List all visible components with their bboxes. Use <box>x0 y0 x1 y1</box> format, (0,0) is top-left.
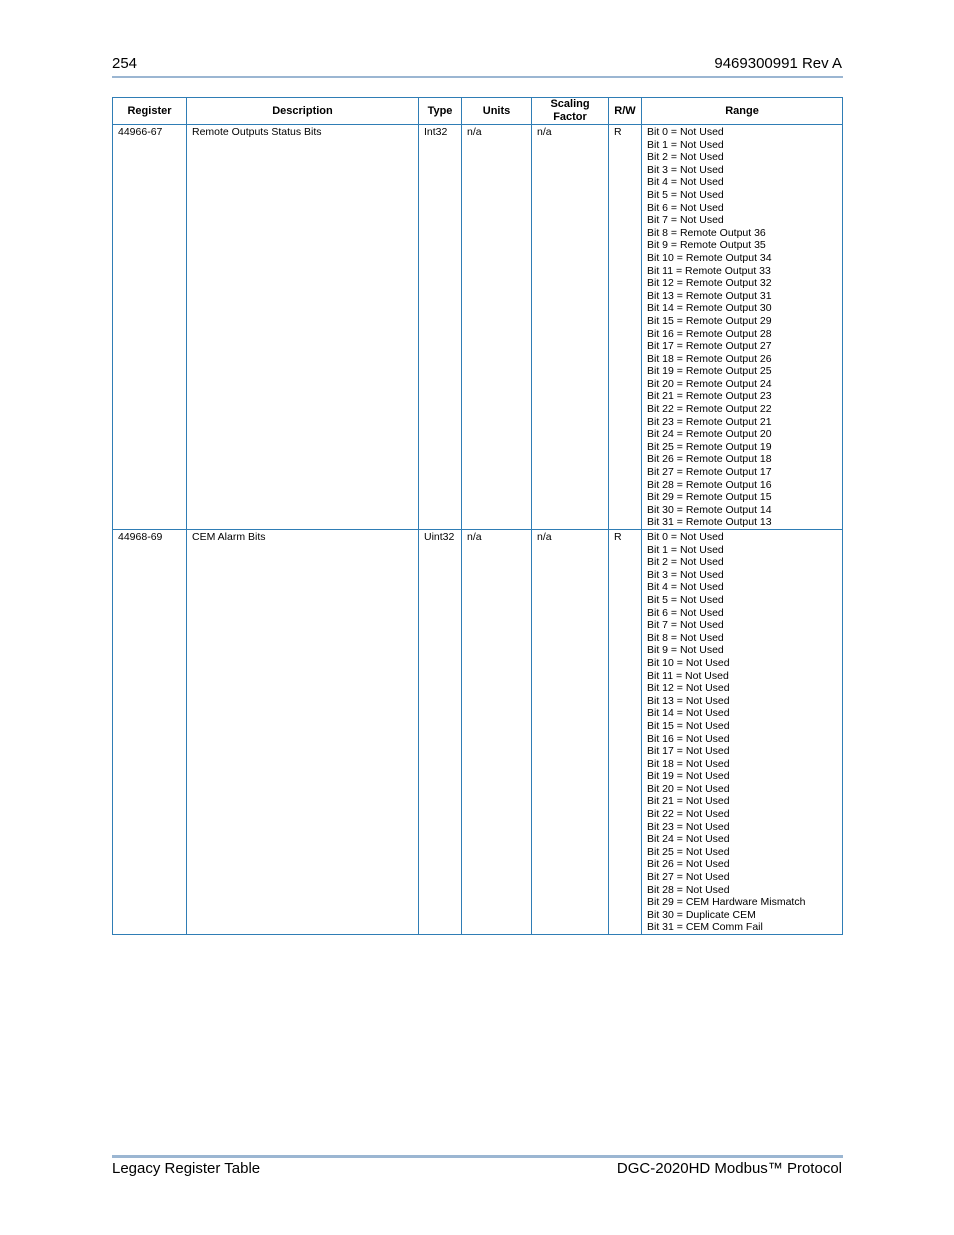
range-line: Bit 23 = Not Used <box>647 820 730 833</box>
range-line: Bit 24 = Remote Output 20 <box>647 428 772 441</box>
range-line: Bit 9 = Remote Output 35 <box>647 239 766 252</box>
range-line: Bit 6 = Not Used <box>647 606 724 619</box>
range-line: Bit 27 = Remote Output 17 <box>647 466 772 479</box>
range-line: Bit 30 = Duplicate CEM <box>647 908 756 921</box>
table-row <box>113 125 843 530</box>
page-number: 254 <box>112 55 138 72</box>
document-number: 9469300991 Rev A <box>714 55 842 72</box>
range-line: Bit 29 = CEM Hardware Mismatch <box>647 896 806 909</box>
table-row <box>113 530 843 935</box>
range-line: Bit 30 = Remote Output 14 <box>647 503 772 516</box>
range-line: Bit 15 = Remote Output 29 <box>647 314 772 327</box>
column-header-range: Range <box>642 98 843 125</box>
range-line: Bit 28 = Not Used <box>647 883 730 896</box>
scaling-cell: n/a <box>532 125 609 530</box>
range-line: Bit 14 = Not Used <box>647 707 730 720</box>
range-line: Bit 3 = Not Used <box>647 568 724 581</box>
column-header-scaling-factor <box>532 98 609 125</box>
range-line: Bit 17 = Remote Output 27 <box>647 340 772 353</box>
rw-cell: R <box>609 530 642 935</box>
scaling-label-line2: Factor <box>553 111 587 123</box>
range-line: Bit 12 = Not Used <box>647 682 730 695</box>
range-line: Bit 7 = Not Used <box>647 214 724 227</box>
column-header-units: Units <box>462 98 532 125</box>
range-line: Bit 16 = Not Used <box>647 732 730 745</box>
range-line: Bit 4 = Not Used <box>647 581 724 594</box>
column-header-rw: R/W <box>609 98 642 125</box>
range-line: Bit 2 = Not Used <box>647 556 724 569</box>
page-footer <box>112 1160 842 1180</box>
range-line: Bit 21 = Remote Output 23 <box>647 390 772 403</box>
description-cell: CEM Alarm Bits <box>187 530 419 935</box>
range-line: Bit 21 = Not Used <box>647 795 730 808</box>
range-line: Bit 5 = Not Used <box>647 188 724 201</box>
description-cell: Remote Outputs Status Bits <box>187 125 419 530</box>
range-line: Bit 3 = Not Used <box>647 163 724 176</box>
register-cell: 44966-67 <box>113 125 187 530</box>
rw-cell: R <box>609 125 642 530</box>
range-line: Bit 31 = Remote Output 13 <box>647 516 772 529</box>
units-cell: n/a <box>462 125 532 530</box>
range-line: Bit 9 = Not Used <box>647 644 724 657</box>
range-line: Bit 29 = Remote Output 15 <box>647 491 772 504</box>
range-line: Bit 23 = Remote Output 21 <box>647 415 772 428</box>
range-line: Bit 13 = Remote Output 31 <box>647 289 772 302</box>
range-line: Bit 0 = Not Used <box>647 126 724 138</box>
range-line: Bit 7 = Not Used <box>647 619 724 632</box>
range-line: Bit 8 = Not Used <box>647 631 724 644</box>
range-line: Bit 22 = Not Used <box>647 808 730 821</box>
range-line: Bit 19 = Not Used <box>647 770 730 783</box>
range-cell <box>642 125 843 530</box>
footer-section-title: Legacy Register Table <box>112 1160 261 1177</box>
column-header-register: Register <box>113 98 187 125</box>
footer-rule <box>112 1155 843 1158</box>
table-header-row <box>113 98 843 125</box>
column-header-type: Type <box>419 98 462 125</box>
range-line: Bit 1 = Not Used <box>647 138 724 151</box>
range-line: Bit 31 = CEM Comm Fail <box>647 921 763 934</box>
register-cell: 44968-69 <box>113 530 187 935</box>
footer-product-title: DGC-2020HD Modbus™ Protocol <box>616 1160 842 1177</box>
range-line: Bit 8 = Remote Output 36 <box>647 226 766 239</box>
header-rule <box>112 76 843 78</box>
range-line: Bit 4 = Not Used <box>647 176 724 189</box>
range-line: Bit 18 = Remote Output 26 <box>647 352 772 365</box>
range-line: Bit 6 = Not Used <box>647 201 724 214</box>
range-line: Bit 1 = Not Used <box>647 543 724 556</box>
range-line: Bit 20 = Remote Output 24 <box>647 377 772 390</box>
register-table <box>112 97 843 935</box>
range-line: Bit 11 = Not Used <box>647 669 729 682</box>
range-line: Bit 5 = Not Used <box>647 593 724 606</box>
range-line: Bit 25 = Remote Output 19 <box>647 440 772 453</box>
range-line: Bit 0 = Not Used <box>647 531 724 543</box>
type-cell: Uint32 <box>419 530 462 935</box>
range-line: Bit 10 = Remote Output 34 <box>647 251 772 264</box>
range-line: Bit 2 = Not Used <box>647 151 724 164</box>
page-header <box>112 55 842 75</box>
range-line: Bit 22 = Remote Output 22 <box>647 403 772 416</box>
range-line: Bit 28 = Remote Output 16 <box>647 478 772 491</box>
range-line: Bit 24 = Not Used <box>647 833 730 846</box>
range-line: Bit 15 = Not Used <box>647 719 730 732</box>
range-line: Bit 25 = Not Used <box>647 845 730 858</box>
range-line: Bit 27 = Not Used <box>647 871 730 884</box>
range-line: Bit 19 = Remote Output 25 <box>647 365 772 378</box>
range-line: Bit 26 = Remote Output 18 <box>647 453 772 466</box>
range-line: Bit 12 = Remote Output 32 <box>647 277 772 290</box>
scaling-label-line1: Scaling <box>550 98 590 110</box>
scaling-cell: n/a <box>532 530 609 935</box>
type-cell: Int32 <box>419 125 462 530</box>
units-cell: n/a <box>462 530 532 935</box>
range-line: Bit 26 = Not Used <box>647 858 730 871</box>
column-header-description: Description <box>187 98 419 125</box>
range-line: Bit 14 = Remote Output 30 <box>647 302 772 315</box>
range-cell <box>642 530 843 935</box>
range-line: Bit 17 = Not Used <box>647 745 730 758</box>
range-line: Bit 18 = Not Used <box>647 757 730 770</box>
range-line: Bit 20 = Not Used <box>647 782 730 795</box>
range-line: Bit 10 = Not Used <box>647 656 730 669</box>
range-line: Bit 11 = Remote Output 33 <box>647 264 771 277</box>
range-line: Bit 16 = Remote Output 28 <box>647 327 772 340</box>
range-line: Bit 13 = Not Used <box>647 694 730 707</box>
